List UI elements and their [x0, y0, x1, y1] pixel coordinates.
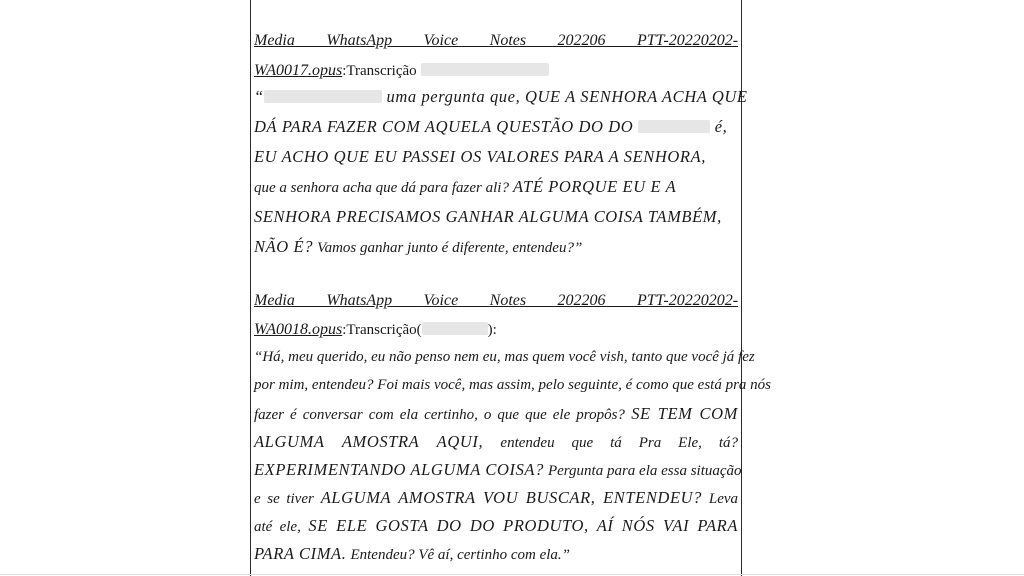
entry2-text: ALGUMA AMOSTRA VOU BUSCAR, ENTENDEU? — [320, 488, 702, 507]
redaction-bar — [421, 63, 549, 76]
entry1-header-line2 — [254, 63, 738, 79]
entry1-line1 — [254, 87, 748, 106]
entry2-text: ALGUMA AMOSTRA AQUI, — [254, 432, 484, 451]
entry1-text: Vamos ganhar junto é diferente, entendeu?” — [317, 240, 583, 256]
entry2-text: e se tiver — [254, 491, 314, 507]
entry1-line4 — [254, 179, 738, 196]
entry1-text: SENHORA PRECISAMOS GANHAR ALGUMA COISA TAMBÉM, — [254, 207, 722, 226]
entry2-line2 — [254, 377, 772, 393]
entry2-text: SE TEM COM — [631, 404, 738, 423]
entry2-text: Pergunta para ela essa situação — [547, 463, 742, 479]
entry2-text: EXPERIMENTANDO ALGUMA COISA? — [254, 460, 544, 479]
entry2-file-name: WA0018.opus — [254, 321, 343, 338]
entry2-line5 — [254, 460, 742, 479]
entry1-line3 — [254, 149, 738, 166]
entry2-text: Leva — [708, 491, 739, 507]
entry1-header-line1 — [254, 33, 738, 49]
entry2-text: fazer é conversar com ela certinho, o que que ele propôs? — [254, 407, 625, 423]
entry1-file-name: WA0017.opus — [254, 62, 343, 79]
entry2-text: Entendeu? Vê aí, certinho com ela.” — [350, 547, 570, 563]
entry2-text: entendeu que tá Pra Ele, tá? — [500, 435, 739, 451]
entry2-header-source: Media WhatsApp — [254, 292, 393, 309]
entry2-transcription-label: :Transcrição( — [342, 322, 422, 338]
entry1-line6 — [254, 239, 738, 256]
entry1-transcription-label: :Transcrição — [342, 63, 417, 79]
entry2-header-voice: Voice — [423, 292, 459, 309]
entry2-text: “Há, meu querido, eu não penso nem eu, mas quem você vish, tanto que você já fez — [254, 349, 755, 365]
bottom-edge-divider — [0, 574, 1024, 575]
entry1-line2 — [254, 119, 738, 136]
entry2-line6 — [254, 490, 738, 507]
entry2-header-line2 — [254, 322, 738, 338]
entry1-text: uma pergunta que, QUE A SENHORA ACHA QUE — [386, 87, 748, 106]
entry1-text: ATÉ PORQUE EU E A — [512, 177, 677, 196]
entry2-line7 — [254, 518, 738, 535]
entry1-text: é, — [714, 117, 728, 136]
entry1-text: que a senhora acha que dá para fazer ali? — [254, 180, 509, 196]
entry1-line5 — [254, 209, 738, 226]
entry2-text: até ele, — [254, 519, 301, 535]
entry1-text: NÃO É? — [254, 237, 314, 256]
entry2-transcription-label-end: ): — [487, 322, 497, 338]
redaction-bar — [422, 322, 488, 335]
entry2-text: por mim, entendeu? Foi mais você, mas assim, pelo seguinte, é como que está pra nós — [254, 377, 772, 393]
entry1-text: DÁ PARA FAZER COM AQUELA QUESTÃO DO DO — [254, 117, 634, 136]
entry2-line4 — [254, 434, 738, 451]
entry2-header-line1 — [254, 293, 738, 309]
entry2-header-notes: Notes 202206 PTT-20220202- — [489, 292, 739, 309]
entry2-text: SE ELE GOSTA DO DO PRODUTO, AÍ NÓS VAI PARA — [308, 516, 739, 535]
entry1-header-voice: Voice — [423, 32, 459, 49]
entry2-line8 — [254, 546, 738, 563]
entry1-header-notes: Notes 202206 PTT-20220202- — [489, 32, 739, 49]
open-quote: “ — [254, 87, 264, 106]
redaction-bar — [638, 120, 710, 133]
entry2-line1 — [254, 349, 755, 365]
entry1-header-source: Media WhatsApp — [254, 32, 393, 49]
entry2-text: PARA CIMA. — [254, 544, 347, 563]
entry2-line3 — [254, 406, 738, 423]
redaction-bar — [264, 90, 382, 103]
entry1-text: EU ACHO QUE EU PASSEI OS VALORES PARA A SENHORA, — [254, 147, 706, 166]
